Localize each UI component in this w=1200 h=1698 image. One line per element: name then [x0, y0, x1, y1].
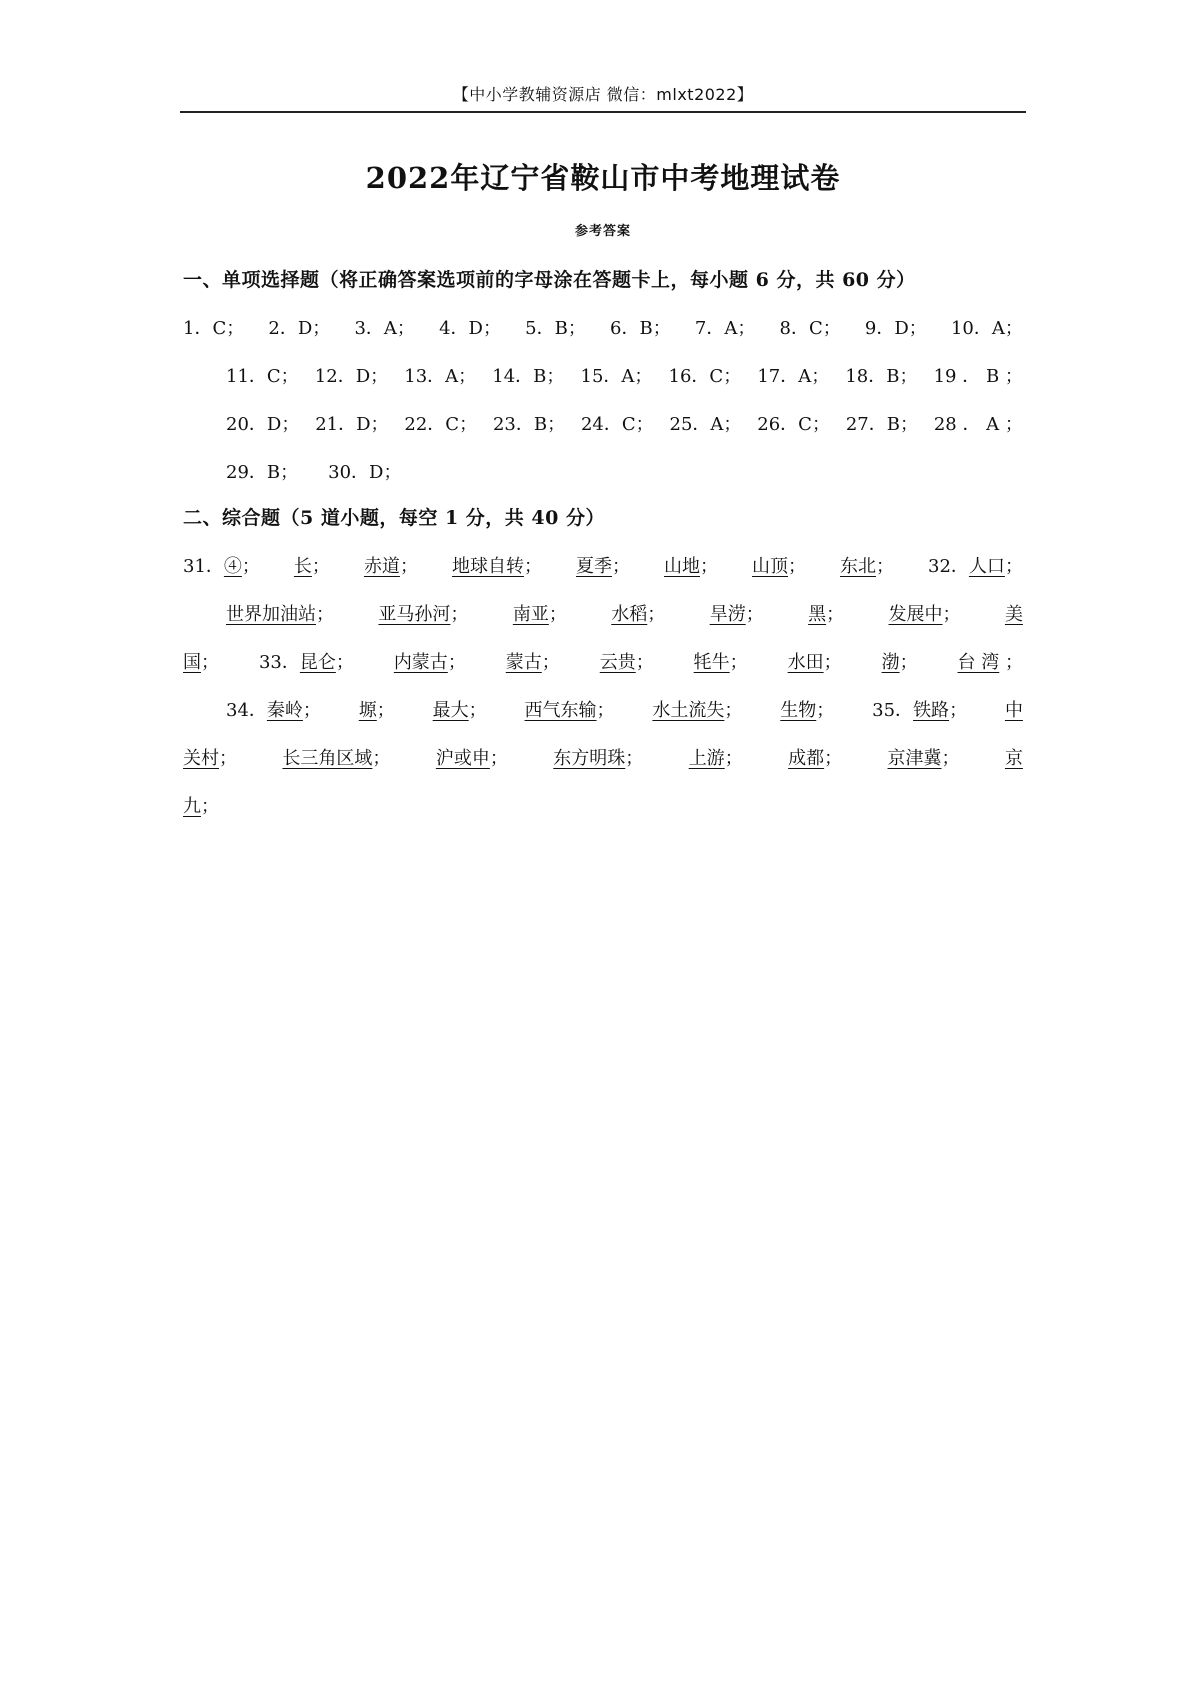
blank-answer	[611, 600, 665, 630]
separator: ；	[824, 748, 843, 769]
answer-row	[183, 648, 1023, 678]
blank-answer	[694, 648, 748, 678]
choice-answer: 24．C；	[580, 414, 654, 435]
separator: ；	[376, 700, 395, 721]
blank-answer	[433, 696, 487, 726]
blank-answer	[259, 648, 354, 678]
blank-answer	[183, 648, 219, 678]
choice-answer: 18．B；	[845, 366, 918, 387]
answer-text: 山地	[663, 556, 700, 577]
separator: ；	[450, 604, 469, 625]
answer-text: 水稻	[611, 604, 648, 625]
answer-text: 黑	[808, 604, 827, 625]
choice-answer: 10．A；	[950, 318, 1023, 339]
choice-answer: 12．D；	[314, 366, 389, 387]
answer-text: 赤道	[363, 556, 400, 577]
separator: ；	[699, 556, 718, 577]
question-number: 31．	[183, 556, 224, 577]
separator: ；	[788, 556, 806, 577]
answer-text: 京津冀	[887, 748, 942, 769]
blank-answer	[664, 552, 718, 582]
separator: ；	[311, 556, 330, 577]
blank-answer	[506, 648, 560, 678]
answer-text: 最大	[432, 700, 469, 721]
answer-text: 昆仑	[299, 652, 336, 673]
separator: ；	[729, 652, 748, 673]
answer-text: 长	[293, 556, 312, 577]
document-title: 2022年辽宁省鞍山市中考地理试卷	[365, 161, 841, 195]
separator: ；	[949, 700, 968, 721]
choice-answer: 17．A；	[757, 366, 830, 387]
separator: ；	[316, 604, 334, 625]
blank-answer	[889, 600, 961, 630]
separator: ；	[399, 556, 418, 577]
answer-text: 成都	[788, 748, 825, 769]
blank-answer	[872, 696, 967, 726]
separator: ；	[625, 748, 644, 769]
question-number: 35．	[872, 700, 914, 721]
blank-answer	[226, 696, 321, 726]
blank-answer	[752, 552, 806, 582]
answer-text: 南亚	[512, 604, 549, 625]
blank-answer	[689, 744, 743, 774]
separator: ；	[523, 556, 542, 577]
answer-text: 水田	[787, 652, 824, 673]
choice-answer: 16．C；	[668, 366, 742, 387]
answer-text: 美	[1004, 604, 1023, 625]
answer-text: 台 湾	[957, 652, 1000, 673]
choice-answer: 4．D；	[439, 318, 501, 339]
answer-text: 长三角区域	[282, 748, 373, 769]
blank-answer	[600, 648, 654, 678]
answer-text: 西气东输	[524, 700, 597, 721]
answer-text: 夏季	[575, 556, 612, 577]
answer-row	[183, 744, 1023, 774]
choice-answer: 5．B；	[525, 318, 586, 339]
choice-answer: 14．B；	[492, 366, 565, 387]
separator: ；	[201, 796, 219, 817]
blank-answer	[525, 696, 615, 726]
question-number: 34．	[226, 700, 267, 721]
separator: ；	[899, 652, 918, 673]
answer-text: 地球自转	[451, 556, 524, 577]
choice-answer: 25．A；	[669, 414, 742, 435]
choice-answer: 7．A；	[694, 318, 756, 339]
answer-text: 牦牛	[693, 652, 730, 673]
separator: ；	[826, 604, 845, 625]
separator: ；	[724, 700, 743, 721]
answer-text: 秦岭	[266, 700, 303, 721]
answer-text: 沪或申	[435, 748, 490, 769]
separator: ；	[999, 652, 1023, 673]
answer-row	[226, 362, 1023, 392]
answer-text: 塬	[358, 700, 377, 721]
choice-answer: 6．B；	[610, 318, 671, 339]
header-rule	[180, 111, 1026, 113]
answer-text: ④	[223, 556, 242, 577]
separator: ；	[489, 748, 508, 769]
answer-text: 蒙古	[505, 652, 542, 673]
answer-text: 东方明珠	[553, 748, 626, 769]
choice-answer: 22．C；	[404, 414, 478, 435]
separator: ；	[541, 652, 560, 673]
answer-text: 国	[183, 652, 201, 673]
blank-answer	[183, 796, 219, 817]
answer-text: 生物	[780, 700, 817, 721]
blank-answer	[183, 744, 237, 774]
answer-text: 山顶	[752, 556, 788, 577]
blank-answer	[359, 696, 395, 726]
answer-text: 中	[1004, 700, 1023, 721]
answer-text: 上游	[688, 748, 725, 769]
answer-text: 水土流失	[652, 700, 725, 721]
separator: ；	[941, 748, 960, 769]
blank-answer	[1005, 696, 1023, 726]
answer-text: 旱涝	[709, 604, 746, 625]
answer-row	[226, 696, 1023, 726]
choice-answer: 2．D；	[268, 318, 331, 339]
separator: ；	[745, 604, 764, 625]
answer-text: 世界加油站	[226, 604, 316, 625]
answer-text: 发展中	[888, 604, 943, 625]
blank-answer	[378, 600, 468, 630]
blank-answer	[882, 648, 918, 678]
blank-answer	[183, 552, 260, 582]
page-header: 【中小学教辅资源店 微信：mlxt2022】	[452, 85, 754, 104]
choice-answer: 28 ． A ；	[933, 414, 1023, 435]
blank-answer	[808, 600, 844, 630]
choice-answer: 26．C；	[757, 414, 830, 435]
blank-answer	[364, 552, 418, 582]
blank-answer	[436, 744, 508, 774]
blank-answer	[553, 744, 643, 774]
answer-text: 云贵	[599, 652, 636, 673]
separator: ；	[647, 604, 666, 625]
separator: ；	[816, 700, 835, 721]
blank-answer	[394, 648, 466, 678]
separator: ；	[876, 556, 895, 577]
answer-text: 东北	[840, 556, 877, 577]
blank-answer	[958, 648, 1023, 678]
choice-answer: 11．C；	[226, 366, 299, 387]
separator: ；	[201, 652, 219, 673]
choice-answer: 23．B；	[492, 414, 566, 435]
choice-answer: 19 ． B ；	[933, 366, 1023, 387]
separator: ；	[548, 604, 567, 625]
question-number: 32．	[928, 556, 969, 577]
choice-answer: 8．C；	[779, 318, 841, 339]
answer-row	[226, 410, 1023, 440]
separator: ；	[447, 652, 466, 673]
choice-answer: 29．B；	[226, 462, 299, 483]
blank-answer	[1005, 600, 1023, 630]
separator: ；	[611, 556, 630, 577]
blank-answer	[513, 600, 567, 630]
answer-text: 关村	[183, 748, 219, 769]
separator: ；	[823, 652, 842, 673]
blank-answer	[576, 552, 630, 582]
answer-row	[183, 792, 1023, 822]
separator: ；	[468, 700, 487, 721]
blank-answer	[652, 696, 742, 726]
blank-answer	[888, 744, 960, 774]
blank-answer	[452, 552, 542, 582]
choice-answer: 30．D；	[328, 462, 402, 483]
section2-heading: 二、综合题（5 道小题，每空 1 分，共 40 分）	[183, 507, 605, 529]
document-subtitle: 参考答案	[574, 224, 631, 239]
choice-answer: 9．D；	[864, 318, 927, 339]
blank-answer	[710, 600, 764, 630]
separator: ；	[724, 748, 743, 769]
blank-answer	[780, 696, 834, 726]
separator: ；	[635, 652, 654, 673]
separator: ；	[372, 748, 391, 769]
answer-row	[226, 458, 1023, 488]
choice-answer: 1．C；	[183, 318, 245, 339]
choice-answer: 27．B；	[845, 414, 918, 435]
separator: ；	[302, 700, 321, 721]
separator: ；	[335, 652, 354, 673]
blank-answer	[1005, 744, 1023, 774]
answer-row	[183, 314, 1023, 344]
answer-row	[226, 600, 1023, 630]
choice-answer: 13．A；	[404, 366, 477, 387]
choice-answer: 15．A；	[580, 366, 653, 387]
separator: ；	[942, 604, 961, 625]
blank-answer	[282, 744, 390, 774]
blank-answer	[226, 600, 334, 630]
answer-text: 九	[183, 796, 201, 817]
blank-answer	[840, 552, 894, 582]
answer-text: 渤	[881, 652, 900, 673]
blank-answer	[788, 744, 842, 774]
question-number: 33．	[258, 652, 300, 673]
answer-text: 京	[1004, 748, 1023, 769]
choice-answer: 21．D；	[315, 414, 389, 435]
choice-answer: 3．A；	[354, 318, 415, 339]
answer-text: 内蒙古	[393, 652, 448, 673]
separator: ；	[219, 748, 237, 769]
separator: ；	[596, 700, 615, 721]
section1-heading: 一、单项选择题（将正确答案选项前的字母涂在答题卡上，每小题 6 分，共 60 分）	[183, 269, 916, 291]
blank-answer	[928, 552, 1023, 582]
separator: ；	[1004, 556, 1023, 577]
blank-answer	[294, 552, 330, 582]
answer-text: 铁路	[913, 700, 950, 721]
separator: ；	[241, 556, 260, 577]
answer-text: 亚马孙河	[378, 604, 451, 625]
blank-answer	[788, 648, 842, 678]
answer-text: 人口	[968, 556, 1005, 577]
choice-answer: 20．D；	[226, 414, 300, 435]
answer-row	[183, 552, 1023, 582]
